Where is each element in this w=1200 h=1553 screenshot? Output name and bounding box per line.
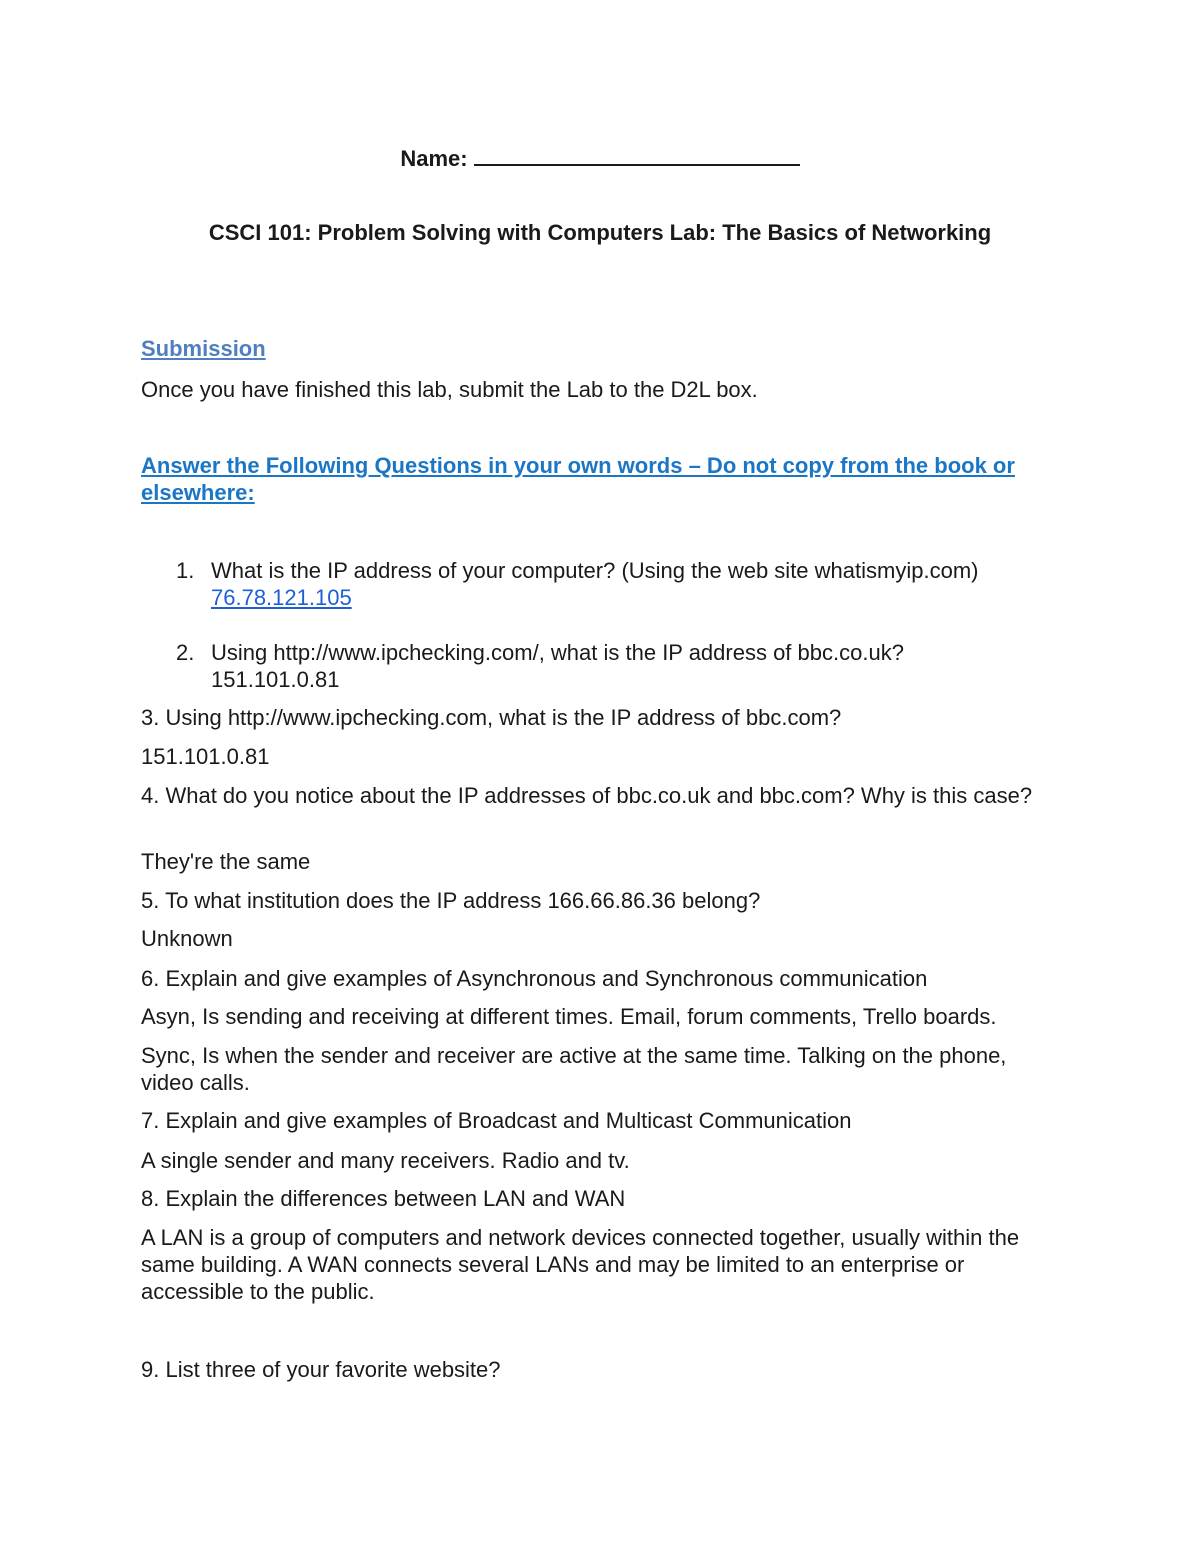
list-number-1: 1.	[176, 558, 195, 583]
question-1: What is the IP address of your computer? (Using the web site whatismyip.com)	[211, 558, 979, 583]
name-line	[0, 142, 1200, 172]
question-8: 8. Explain the differences between LAN and WAN	[141, 1186, 626, 1211]
question-2: Using http://www.ipchecking.com/, what is the IP address of bbc.co.uk?	[211, 640, 904, 665]
name-blank[interactable]	[474, 142, 800, 166]
answer-3: 151.101.0.81	[141, 744, 270, 769]
question-4: 4. What do you notice about the IP addresses of bbc.co.uk and bbc.com? Why is this case?	[141, 783, 1033, 808]
question-5: 5. To what institution does the IP address 166.66.86.36 belong?	[141, 888, 761, 913]
instructions-heading: Answer the Following Questions in your own words – Do not copy from the book or elsewhere:	[141, 453, 1015, 505]
answer-1-link[interactable]: 76.78.121.105	[211, 585, 352, 610]
answer-2: 151.101.0.81	[211, 667, 340, 692]
answer-6-async: Asyn, Is sending and receiving at different times. Email, forum comments, Trello boards.	[141, 1004, 997, 1029]
question-6: 6. Explain and give examples of Asynchronous and Synchronous communication	[141, 966, 928, 991]
answer-4: They're the same	[141, 849, 311, 874]
answer-6-sync: Sync, Is when the sender and receiver are active at the same time. Talking on the phone, video calls.	[141, 1043, 1007, 1095]
question-7: 7. Explain and give examples of Broadcast and Multicast Communication	[141, 1108, 852, 1133]
answer-5: Unknown	[141, 926, 233, 951]
question-3: 3. Using http://www.ipchecking.com, what is the IP address of bbc.com?	[141, 705, 842, 730]
answer-8: A LAN is a group of computers and network devices connected together, usually within the same building. A WAN connects several LANs and may be limited to an enterprise or accessible to the public.	[141, 1225, 1020, 1304]
answer-7: A single sender and many receivers. Radio and tv.	[141, 1148, 630, 1173]
question-9: 9. List three of your favorite website?	[141, 1357, 501, 1382]
name-label: Name:	[400, 146, 468, 171]
submission-text: Once you have finished this lab, submit the Lab to the D2L box.	[141, 377, 758, 402]
submission-heading: Submission	[141, 336, 266, 361]
list-number-2: 2.	[176, 640, 195, 665]
document-title: CSCI 101: Problem Solving with Computers Lab: The Basics of Networking	[208, 220, 992, 245]
